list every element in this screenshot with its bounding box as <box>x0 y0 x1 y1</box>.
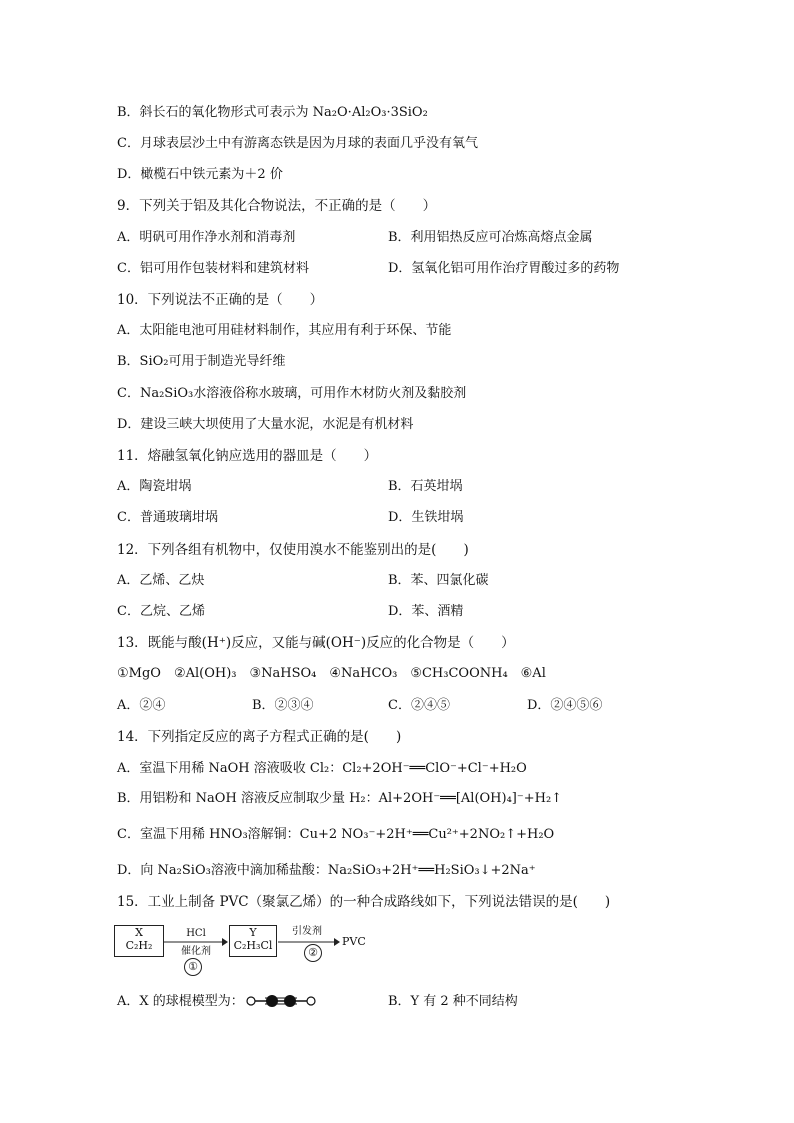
question-14-option-d: D．向 Na₂SiO₃溶液中滴加稀盐酸：Na₂SiO₃+2H⁺══H₂SiO₃↓+2Na⁺ <box>117 863 536 878</box>
question-9-option-b: B．利用铝热反应可冶炼高熔点金属 <box>388 230 593 245</box>
question-13-compound-list: ①MgO ②Al(OH)₃ ③NaHSO₄ ④NaHCO₃ ⑤CH₃COONH₄ ⑥Al <box>117 666 546 681</box>
reactant-x-box <box>114 925 164 957</box>
arrow-1-reagent: HCl <box>186 928 206 939</box>
question-10-option-d: D．建设三峡大坝使用了大量水泥，水泥是有机材料 <box>117 417 414 432</box>
question-10-option-b: B．SiO₂可用于制造光导纤维 <box>117 354 286 369</box>
reactant-x-formula: C₂H₂ <box>125 939 153 952</box>
question-12-option-a: A．乙烯、乙炔 <box>117 573 205 588</box>
question-15-option-a: A．X 的球棍模型为： <box>117 994 244 1009</box>
step-2-marker: ② <box>304 944 322 962</box>
question-13-option-b: B．②③④ <box>252 698 314 713</box>
question-11-option-a: A．陶瓷坩埚 <box>117 479 192 494</box>
question-9-option-c: C．铝可用作包装材料和建筑材料 <box>117 261 309 276</box>
intermediate-y-box <box>229 925 277 957</box>
question-10-option-c: C．Na₂SiO₃水溶液俗称水玻璃，可用作木材防火剂及黏胶剂 <box>117 386 467 401</box>
question-11-stem: 11．熔融氢氧化钠应选用的器皿是（ ） <box>117 448 378 464</box>
question-12-option-d: D．苯、酒精 <box>388 604 464 619</box>
question-12-option-b: B．苯、四氯化碳 <box>388 573 489 588</box>
question-11-option-d: D．生铁坩埚 <box>388 510 464 525</box>
product-pvc: PVC <box>342 935 366 948</box>
question-11-option-b: B．石英坩埚 <box>388 479 463 494</box>
question-11-option-c: C．普通玻璃坩埚 <box>117 510 218 525</box>
question-13-option-a: A．②④ <box>117 698 166 713</box>
step-1-marker: ① <box>184 958 202 976</box>
question-14-option-c: C．室温下用稀 HNO₃溶解铜：Cu+2 NO₃⁻+2H⁺══Cu²⁺+2NO₂↑+H₂O <box>117 827 555 842</box>
question-12-stem: 12．下列各组有机物中，仅使用溴水不能鉴别出的是( ) <box>117 542 469 558</box>
arrow-1 <box>164 938 228 946</box>
question-14-option-b: B．用铝粉和 NaOH 溶液反应制取少量 H₂：Al+2OH⁻══[Al(OH)₄]⁻+H₂↑ <box>117 791 563 806</box>
intermediate-y-formula: C₂H₃Cl <box>233 939 273 952</box>
question-13-option-d: D．②④⑤⑥ <box>527 698 603 713</box>
question-12-option-c: C．乙烷、乙烯 <box>117 604 205 619</box>
option-line: B．斜长石的氧化物形式可表示为 Na₂O·Al₂O₃·3SiO₂ <box>117 105 428 120</box>
question-15-option-b: B．Y 有 2 种不同结构 <box>388 994 518 1009</box>
question-14-stem: 14．下列指定反应的离子方程式正确的是( ) <box>117 729 402 745</box>
question-13-stem: 13．既能与酸(H⁺)反应，又能与碱(OH⁻)反应的化合物是（ ） <box>117 635 515 651</box>
option-line: D．橄榄石中铁元素为＋2 价 <box>117 167 283 182</box>
arrow-1-catalyst: 催化剂 <box>181 946 211 957</box>
question-10-stem: 10．下列说法不正确的是（ ） <box>117 292 324 308</box>
question-15-stem: 15．工业上制备 PVC（聚氯乙烯）的一种合成路线如下，下列说法错误的是( ) <box>117 894 611 910</box>
arrow-2-initiator: 引发剂 <box>292 926 322 937</box>
question-13-option-c: C．②④⑤ <box>388 698 450 713</box>
intermediate-y-label: Y <box>249 926 257 939</box>
reactant-x-label: X <box>135 926 143 939</box>
question-10-option-a: A．太阳能电池可用硅材料制作，其应用有利于环保、节能 <box>117 323 452 338</box>
question-9-option-d: D．氢氧化铝可用作治疗胃酸过多的药物 <box>388 261 620 276</box>
question-9-option-a: A．明矾可用作净水剂和消毒剂 <box>117 230 296 245</box>
option-line: C．月球表层沙土中有游离态铁是因为月球的表面几乎没有氧气 <box>117 136 478 151</box>
ball-and-stick-model-icon <box>245 993 317 1009</box>
question-9-stem: 9．下列关于铝及其化合物说法，不正确的是（ ） <box>117 198 437 214</box>
question-14-option-a: A．室温下用稀 NaOH 溶液吸收 Cl₂：Cl₂+2OH⁻══ClO⁻+Cl⁻+H₂O <box>117 761 527 776</box>
